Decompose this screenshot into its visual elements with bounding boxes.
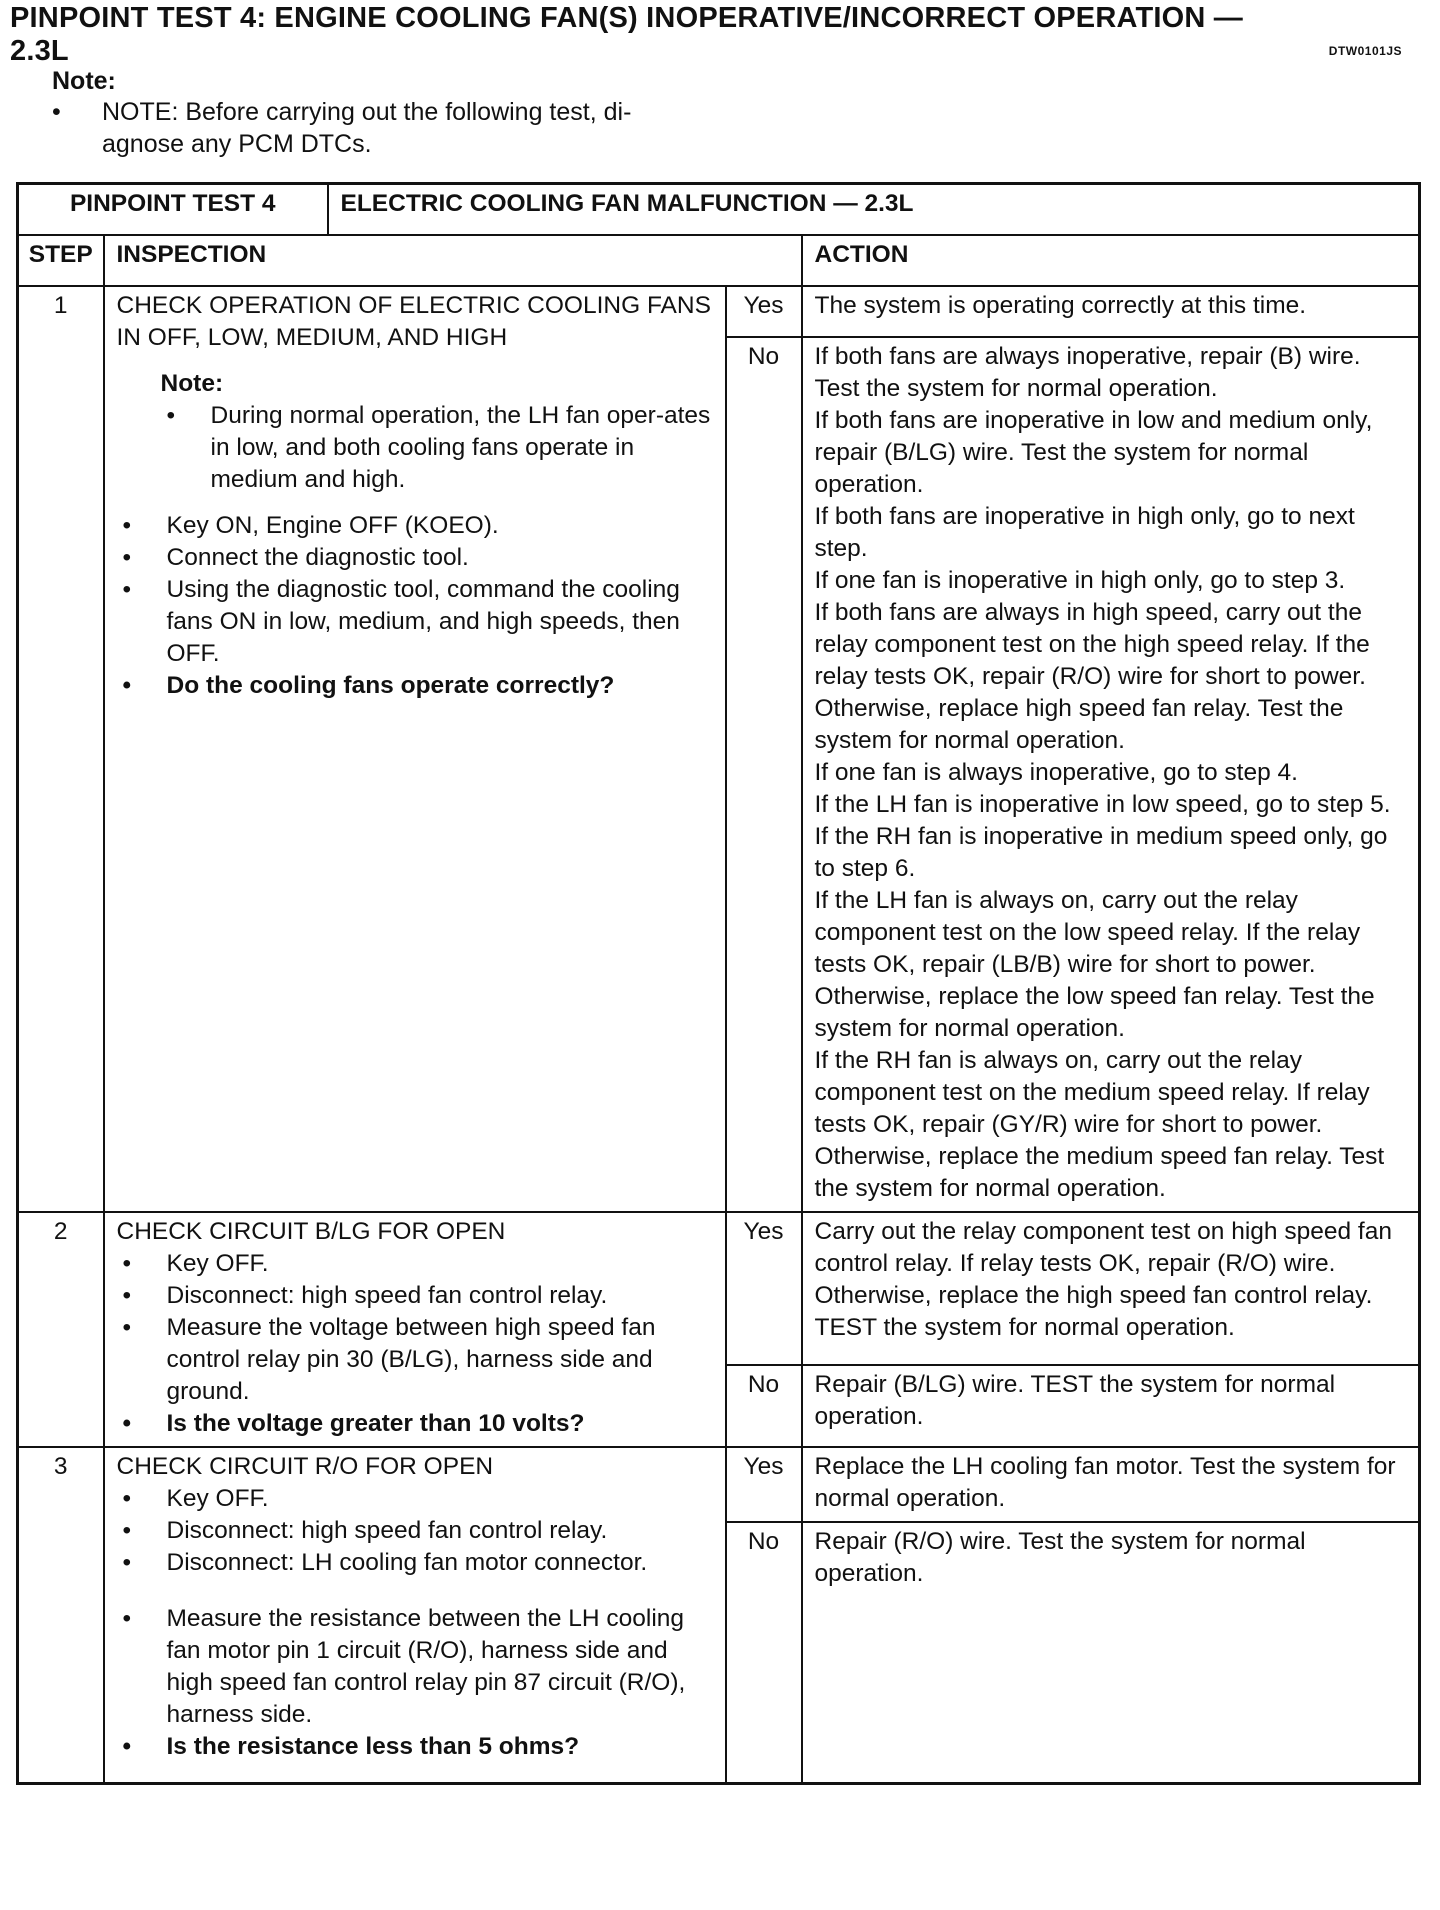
yes-action: Carry out the relay component test on high speed fan control relay. If relay tests OK, repair (R/O) wire. Otherwise, replace the high speed fan control relay. TEST the system for normal operation. — [802, 1212, 1420, 1365]
inspection-list — [117, 1248, 713, 1440]
inspection-question: • Is the voltage greater than 10 volts? — [117, 1408, 713, 1440]
note-label: Note: — [52, 67, 116, 95]
list-item: • Disconnect: high speed fan control relay. — [117, 1280, 713, 1312]
step-title: CHECK CIRCUIT B/LG FOR OPEN — [116, 1218, 506, 1245]
page-title: PINPOINT TEST 4: ENGINE COOLING FAN(S) INOPERATIVE/INCORRECT OPERATION — 2.3L — [10, 2, 1244, 67]
action-line: If the RH fan is always on, carry out the relay component test on the medium speed relay. If relay tests OK, repair (GY/R) wire for short to power. Otherwise, replace the medium speed fan relay. Test the system for normal operation. — [814, 1047, 1385, 1202]
step-header: STEP — [18, 235, 104, 286]
yes-action: The system is operating correctly at this time. — [802, 286, 1420, 337]
action-line: If both fans are always in high speed, carry out the relay component test on the high speed relay. If the relay tests OK, repair (R/O) wire for short to power. Otherwise, replace high speed fan relay. Test the system for normal operation. — [814, 599, 1370, 754]
answer-no: No — [726, 1522, 802, 1784]
action-line: If the RH fan is inoperative in medium speed only, go to step 6. — [814, 823, 1388, 882]
table-row — [18, 286, 1420, 337]
pinpoint-table — [16, 182, 1421, 1785]
list-item: • Using the diagnostic tool, command the cooling fans ON in low, medium, and high speeds, then OFF. — [117, 574, 713, 670]
inspection-list — [117, 510, 713, 702]
table-header-row — [18, 235, 1420, 286]
no-action: Repair (B/LG) wire. TEST the system for normal operation. — [802, 1365, 1420, 1447]
no-action: Repair (R/O) wire. Test the system for normal operation. — [802, 1522, 1420, 1784]
step-number: 1 — [18, 286, 104, 1212]
action-line: If both fans are always inoperative, repair (B) wire. Test the system for normal operation. — [814, 343, 1361, 402]
action-line: If both fans are inoperative in low and medium only, repair (B/LG) wire. Test the system for normal operation. — [814, 407, 1373, 498]
inspection-question: • Is the resistance less than 5 ohms? — [117, 1731, 713, 1763]
document-code: DTW0101JS — [1328, 44, 1402, 58]
note-item: • NOTE: Before carrying out the following test, di-agnose any PCM DTCs. — [46, 96, 696, 160]
answer-no: No — [726, 1365, 802, 1447]
action-line: If the LH fan is inoperative in low speed, go to step 5. — [814, 791, 1391, 818]
spacer — [117, 1579, 713, 1603]
step-title: CHECK CIRCUIT R/O FOR OPEN — [116, 1453, 494, 1480]
inspection-note — [161, 368, 713, 496]
table-title-row — [18, 184, 1420, 236]
answer-yes: Yes — [726, 286, 802, 337]
note-item: • During normal operation, the LH fan oper-ates in low, and both cooling fans operate in medium and high. — [161, 400, 713, 496]
inspection-cell — [104, 1447, 726, 1784]
answer-yes: Yes — [726, 1447, 802, 1522]
yes-action: Replace the LH cooling fan motor. Test the system for normal operation. — [802, 1447, 1420, 1522]
note-list — [46, 96, 696, 160]
list-item: • Key OFF. — [117, 1248, 713, 1280]
step-title: CHECK OPERATION OF ELECTRIC COOLING FANS IN OFF, LOW, MEDIUM, AND HIGH — [116, 292, 711, 351]
list-item: • Key OFF. — [117, 1483, 713, 1515]
inspection-cell — [104, 286, 726, 1212]
no-action — [802, 337, 1420, 1212]
action-line: If one fan is always inoperative, go to step 4. — [814, 759, 1298, 786]
inspection-question: • Do the cooling fans operate correctly? — [117, 670, 713, 702]
list-item: • Disconnect: high speed fan control relay. — [117, 1515, 713, 1547]
answer-yes: Yes — [726, 1212, 802, 1365]
step-number: 3 — [18, 1447, 104, 1784]
list-item: • Key ON, Engine OFF (KOEO). — [117, 510, 713, 542]
list-item: • Disconnect: LH cooling fan motor connector. — [117, 1547, 713, 1579]
list-item: • Connect the diagnostic tool. — [117, 542, 713, 574]
list-item: • Measure the resistance between the LH cooling fan motor pin 1 circuit (R/O), harness side and high speed fan control relay pin 87 circuit (R/O), harness side. — [117, 1603, 713, 1731]
test-title: ELECTRIC COOLING FAN MALFUNCTION — 2.3L — [328, 184, 1420, 236]
action-line: If the LH fan is always on, carry out the relay component test on the low speed relay. If the relay tests OK, repair (LB/B) wire for short to power. Otherwise, replace the low speed fan relay. Test the system for normal operation. — [814, 887, 1375, 1042]
inspection-header: INSPECTION — [104, 235, 802, 286]
list-item: • Measure the voltage between high speed fan control relay pin 30 (B/LG), harness side and ground. — [117, 1312, 713, 1408]
table-row — [18, 1212, 1420, 1365]
inspection-cell — [104, 1212, 726, 1447]
action-header: ACTION — [802, 235, 1420, 286]
inspection-list — [117, 1483, 713, 1579]
action-line: If one fan is inoperative in high only, go to step 3. — [814, 567, 1346, 594]
test-label: PINPOINT TEST 4 — [18, 184, 328, 236]
note-label: Note: — [160, 370, 224, 397]
table-row — [18, 1447, 1420, 1522]
answer-no: No — [726, 337, 802, 1212]
step-number: 2 — [18, 1212, 104, 1447]
action-line: If both fans are inoperative in high only, go to next step. — [814, 503, 1355, 562]
inspection-list — [117, 1603, 713, 1763]
